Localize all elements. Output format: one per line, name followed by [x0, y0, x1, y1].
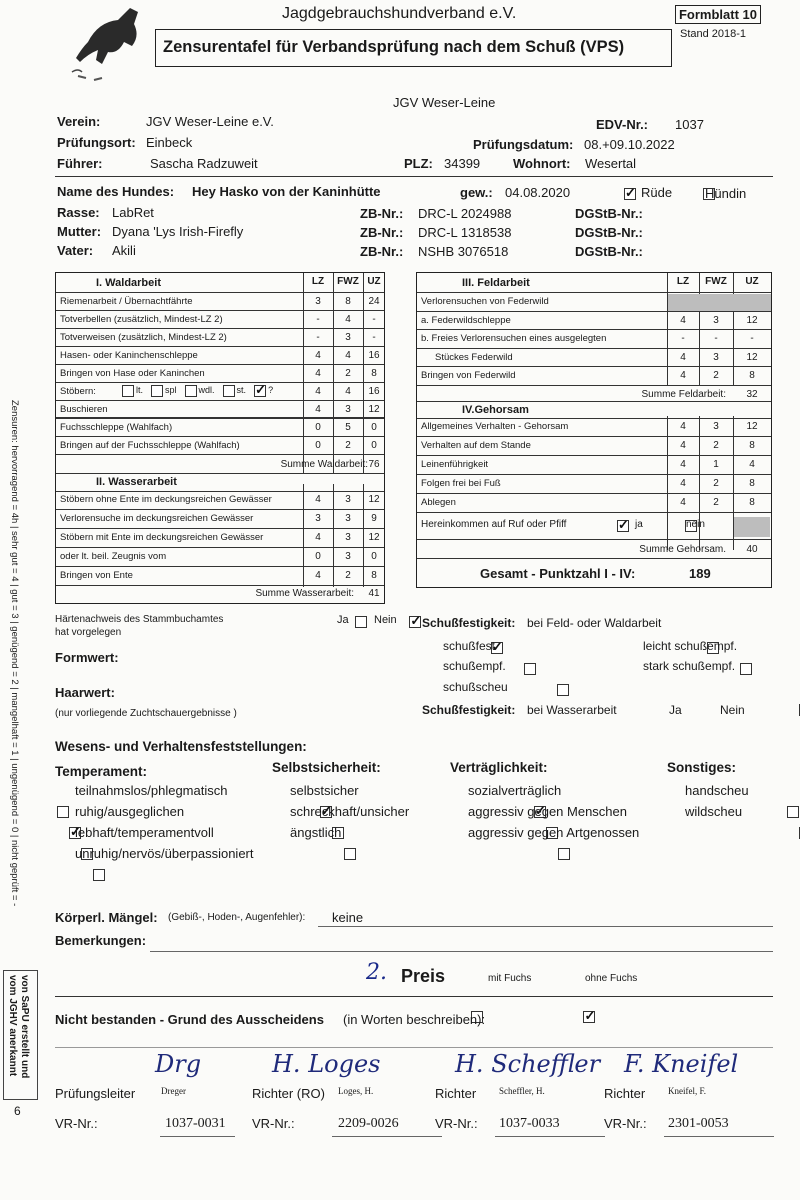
- feld-col-lz: LZ: [676, 276, 690, 287]
- wald-row: [56, 437, 384, 455]
- preis-label: Preis: [401, 966, 446, 986]
- schussempf-checkbox[interactable]: [524, 663, 536, 675]
- feld-row: [417, 293, 771, 312]
- haerte-ja-checkbox[interactable]: [355, 616, 367, 628]
- feld-row-label: a. Federwildschleppe: [421, 314, 511, 326]
- wald-row: [56, 347, 384, 365]
- wasser-cell-lz: 3: [315, 513, 321, 524]
- wald-row: [56, 311, 384, 329]
- judge-signature: Drg: [155, 1050, 202, 1078]
- wald-cell-fwz: 3: [345, 404, 351, 415]
- gehorsam-cell-uz: 8: [749, 478, 755, 489]
- feld-col-uz: UZ: [745, 276, 759, 287]
- wald-row: [56, 401, 384, 419]
- feld-row-label: Verlorensuchen von Federwild: [421, 296, 549, 307]
- temp-option-label: lebhaft/temperamentvoll: [75, 825, 214, 840]
- wald-cell-lz: -: [316, 332, 320, 343]
- schussempf-label: schußempf.: [443, 659, 506, 673]
- gehorsam-sum-value: 40: [746, 544, 758, 555]
- feld-cell-fwz: -: [714, 333, 718, 344]
- form-number: Formblatt 10: [675, 5, 761, 24]
- gehorsam-cell-lz: 4: [680, 478, 686, 489]
- haerte-nein-checkbox[interactable]: [409, 616, 421, 628]
- edv-label: EDV-Nr.:: [596, 117, 649, 132]
- wald-cell-lz: 4: [315, 350, 321, 361]
- stoebern-option-checkbox[interactable]: [254, 385, 266, 397]
- zb-label-3: ZB-Nr.:: [360, 244, 404, 259]
- gehorsam-row-label: Verhalten auf dem Stande: [421, 440, 531, 451]
- haerte-ja-label: Ja: [337, 614, 349, 626]
- wald-cell-fwz: 4: [345, 386, 351, 397]
- wasser-row: [56, 529, 384, 548]
- gehorsam-cell-lz: 4: [680, 497, 686, 508]
- gew-label: gew.:: [460, 185, 493, 200]
- wald-wasser-table: [55, 272, 385, 604]
- hereinkommen-ja-label: ja: [635, 519, 643, 530]
- koerper-label: Körperl. Mängel:: [55, 910, 158, 925]
- leicht-label: leicht schußempf.: [643, 639, 738, 653]
- stark-label: stark schußempf.: [643, 659, 736, 673]
- vr-value: 2301-0053: [668, 1116, 729, 1131]
- feld-sum-value: 32: [746, 389, 758, 400]
- gehorsam-gray-cell: [734, 517, 770, 537]
- mutter-label: Mutter:: [57, 224, 102, 239]
- dgstb-label-3: DGStB-Nr.:: [575, 244, 643, 259]
- wasser-row: [56, 491, 384, 510]
- nicht-sub: (in Worten beschreiben):: [343, 1012, 486, 1027]
- gehorsam-row: [417, 494, 771, 513]
- gehorsam-title: IV.Gehorsam: [462, 404, 529, 416]
- feld-cell-lz: 4: [680, 351, 686, 363]
- fuehrer-value: Sascha Radzuweit: [150, 156, 258, 171]
- vr-underline: [332, 1136, 442, 1137]
- gehorsam-cell-uz: 4: [749, 459, 755, 470]
- rasse-value: LabRet: [112, 205, 154, 220]
- wesen-title: Wesens- und Verhaltensfeststellungen:: [55, 739, 307, 754]
- gehorsam-row: [417, 456, 771, 475]
- vr-label: VR-Nr.:: [55, 1116, 98, 1131]
- wasser-cell-uz: 12: [368, 494, 380, 505]
- feld-cell-uz: 8: [749, 370, 755, 381]
- logo-dog-icon: [58, 2, 148, 90]
- wald-sum-value: 76: [368, 459, 380, 470]
- temp-option-label: ruhig/ausgeglichen: [75, 804, 185, 819]
- wasser-cell-lz: 4: [315, 532, 321, 543]
- rasse-label: Rasse:: [57, 205, 100, 220]
- wald-cell-fwz: 4: [345, 314, 351, 325]
- sonst-option-label: wildscheu: [685, 804, 743, 819]
- wasser-cell-uz: 8: [371, 570, 377, 581]
- stoebern-option-label: spl: [165, 385, 177, 396]
- gehorsam-cell-fwz: 1: [713, 459, 719, 470]
- feld-col-fwz: FWZ: [705, 276, 727, 287]
- gew-value: 04.08.2020: [505, 185, 571, 200]
- temp-title: Temperament:: [55, 764, 148, 779]
- legend-vertical: Zensuren: hervorragend = 4h | sehr gut = 4 | gut = 3 | genügend = 2 | mangelhaft = 1 | ungenügend = 0 | nicht geprüft = -: [9, 400, 20, 907]
- gehorsam-row: [417, 437, 771, 456]
- wald-row: [56, 329, 384, 347]
- temp-option-label: teilnahmslos/phlegmatisch: [75, 783, 228, 798]
- feld-cell-lz: 4: [680, 314, 686, 326]
- ohne-fuchs-label: ohne Fuchs: [585, 973, 638, 984]
- wasser-row: [56, 548, 384, 567]
- gehorsam-cell-fwz: 2: [713, 497, 719, 508]
- stoebern-option-label: lt.: [136, 385, 144, 396]
- stamp-line-1: von SaPU erstellt und: [19, 975, 30, 1079]
- wald-cell-fwz: 3: [345, 332, 351, 343]
- verein-value: JGV Weser-Leine e.V.: [146, 114, 274, 129]
- judge-name: Loges, H.: [338, 1086, 374, 1096]
- feld-row-label: b. Freies Verlorensuchen eines ausgelegten: [421, 333, 607, 344]
- plz-label: PLZ:: [404, 156, 433, 171]
- wald-row: [56, 419, 384, 437]
- form-title: Zensurentafel für Verbandsprüfung nach dem Schuß (VPS): [163, 38, 625, 56]
- judge-role: Prüfungsleiter: [55, 1086, 136, 1101]
- preis-number: 2.: [366, 960, 387, 985]
- divider-2: [55, 996, 773, 997]
- feld-title: III. Feldarbeit: [462, 277, 530, 289]
- mit-fuchs-label: mit Fuchs: [488, 973, 532, 984]
- feld-cell-lz: 4: [680, 370, 686, 381]
- wasser-cell-uz: 9: [371, 513, 377, 524]
- selbst-option-label: selbstsicher: [290, 783, 359, 798]
- wald-cell-fwz: 8: [345, 296, 351, 307]
- haarwert-label: Haarwert:: [55, 685, 115, 700]
- divider: [55, 176, 773, 177]
- wald-title: I. Waldarbeit: [96, 277, 161, 289]
- temp-option-checkbox[interactable]: [93, 869, 105, 881]
- wald-row-label: Stöbern:: [60, 386, 96, 397]
- selbst-title: Selbstsicherheit:: [272, 760, 381, 775]
- wald-cell-lz: -: [316, 314, 320, 325]
- wald-row: [56, 293, 384, 311]
- sonst-option-checkbox[interactable]: [787, 806, 799, 818]
- wohnort-label: Wohnort:: [513, 156, 571, 171]
- wasser-sum-label: Summe Wasserarbeit:: [255, 588, 354, 599]
- selbst-option-label: ängstlich: [290, 825, 342, 840]
- wald-cell-lz: 4: [315, 404, 321, 415]
- wald-sum-label: Summe Waldarbeit:: [280, 459, 368, 470]
- wald-cell-fwz: 5: [345, 422, 351, 433]
- feld-row: [417, 367, 771, 386]
- vater-value: Akili: [112, 243, 136, 258]
- wald-row-label: Hasen- oder Kaninchenschleppe: [60, 350, 198, 361]
- feld-sum-label: Summe Feldarbeit:: [641, 389, 726, 400]
- stamp-line-2: vom JGHV anerkannt: [7, 975, 18, 1077]
- wald-row-label: Bringen von Hase oder Kaninchen: [60, 368, 205, 379]
- wasser-row-label: Stöbern mit Ente im deckungsreichen Gewässer: [60, 532, 264, 543]
- wasser-cell-fwz: 3: [345, 513, 351, 524]
- gehorsam-cell-uz: 12: [746, 421, 758, 432]
- schuss-sub-1: bei Feld- oder Waldarbeit: [527, 616, 662, 630]
- wasser-cell-lz: 0: [315, 551, 321, 562]
- vertr-title: Verträglichkeit:: [450, 760, 548, 775]
- schussscheu-label: schußscheu: [443, 680, 508, 694]
- gehorsam-sum-label: Summe Gehorsam.: [639, 544, 726, 555]
- wald-cell-uz: 0: [371, 440, 377, 451]
- vater-label: Vater:: [57, 243, 94, 258]
- wasser-cell-fwz: 3: [345, 551, 351, 562]
- wasser-row-label: Bringen von Ente: [60, 570, 133, 581]
- vertr-option-label: aggressiv gegen Menschen: [468, 804, 627, 819]
- wasser-row: [56, 510, 384, 529]
- feld-cell-fwz: 3: [713, 351, 719, 363]
- feld-cell-lz: -: [681, 333, 685, 344]
- feld-gehorsam-table: [416, 272, 772, 588]
- zb-value-2: DRC-L 1318538: [418, 225, 512, 240]
- wasser-cell-uz: 0: [371, 551, 377, 562]
- dog-name-value: Hey Hasko von der Kaninhütte: [192, 184, 381, 199]
- gehorsam-cell-fwz: 2: [713, 478, 719, 489]
- feld-cell-fwz: 2: [713, 370, 719, 381]
- wasser-sum-value: 41: [368, 588, 380, 599]
- haarwert-note: (nur vorliegende Zuchtschauergebnisse ): [55, 708, 237, 719]
- gehorsam-row-label: Ablegen: [421, 497, 456, 508]
- zb-value-1: DRC-L 2024988: [418, 206, 512, 221]
- selbst-option-checkbox[interactable]: [344, 848, 356, 860]
- verein-label: Verein:: [57, 114, 101, 129]
- wald-col-fwz: FWZ: [337, 276, 359, 287]
- wald-col-uz: UZ: [367, 276, 381, 287]
- schussscheu-checkbox[interactable]: [557, 684, 569, 696]
- gehorsam-row-label: Leinenführigkeit: [421, 459, 489, 470]
- stoebern-option-checkbox[interactable]: [122, 385, 134, 397]
- vertr-option-label: sozialverträglich: [468, 783, 562, 798]
- wasser-cell-uz: 12: [368, 532, 380, 543]
- feld-cell-uz: 12: [746, 351, 758, 363]
- gehorsam-row: [417, 418, 771, 437]
- ort-label: Prüfungsort:: [57, 135, 136, 150]
- gesamt-label: Gesamt - Punktzahl I - IV:: [480, 566, 636, 581]
- datum-value: 08.+09.10.2022: [584, 137, 675, 152]
- vr-value: 2209-0026: [338, 1116, 399, 1131]
- feld-row: [417, 312, 771, 331]
- wasser-cell-fwz: 2: [345, 570, 351, 581]
- koerper-value: keine: [332, 910, 364, 925]
- judge-signature: H. Scheffler: [455, 1050, 601, 1078]
- ruede-checkbox[interactable]: [624, 188, 636, 200]
- schuss-label-1: Schußfestigkeit:: [422, 616, 516, 630]
- wasser-cell-fwz: 3: [345, 494, 351, 505]
- zb-label-1: ZB-Nr.:: [360, 206, 404, 221]
- wald-row-label: Totverweisen (zusätzlich, Mindest-LZ 2): [60, 332, 227, 343]
- wald-cell-lz: 4: [315, 386, 321, 397]
- wasser-row: [56, 567, 384, 586]
- judge-name: Scheffler, H.: [499, 1086, 545, 1096]
- ohne-fuchs-checkbox[interactable]: [583, 1011, 595, 1023]
- zb-label-2: ZB-Nr.:: [360, 225, 404, 240]
- gehorsam-cell-uz: 8: [749, 497, 755, 508]
- feld-cell-uz: -: [750, 333, 754, 344]
- wald-cell-lz: 0: [315, 422, 321, 433]
- schussfest-label: schußfest: [443, 639, 496, 653]
- feld-cell-uz: 12: [746, 314, 758, 326]
- feld-row-label: Stückes Federwild: [435, 351, 513, 363]
- wald-row-label: Bringen auf der Fuchsschleppe (Wahlfach): [60, 440, 240, 451]
- page-number: 6: [14, 1104, 21, 1118]
- wald-row-label: Totverbellen (zusätzlich, Mindest-LZ 2): [60, 314, 223, 325]
- mutter-value: Dyana 'Lys Irish-Firefly: [112, 224, 244, 239]
- club-center: JGV Weser-Leine: [393, 95, 496, 110]
- hereinkommen-label: Hereinkommen auf Ruf oder Pfiff: [421, 519, 567, 530]
- gehorsam-row-label: Allgemeines Verhalten - Gehorsam: [421, 421, 569, 432]
- gesamt-value: 189: [689, 566, 711, 581]
- ort-value: Einbeck: [146, 135, 193, 150]
- wasser-cell-lz: 4: [315, 494, 321, 505]
- zb-value-3: NSHB 3076518: [418, 244, 509, 259]
- judge-name: Dreger: [161, 1086, 186, 1096]
- wald-cell-uz: 16: [368, 386, 380, 397]
- schuss-label-2: Schußfestigkeit:: [422, 703, 516, 717]
- judge-role: Richter (RO): [252, 1086, 325, 1101]
- gehorsam-cell-lz: 4: [680, 459, 686, 470]
- bemerk-label: Bemerkungen:: [55, 933, 147, 948]
- formwert-label: Formwert:: [55, 650, 119, 665]
- hereinkommen-nein-label: nein: [686, 519, 705, 530]
- wald-cell-fwz: 4: [345, 350, 351, 361]
- feld-row: [417, 330, 771, 349]
- haerte-label-2: hat vorgelegen: [55, 627, 122, 638]
- stoebern-option-checkbox[interactable]: [151, 385, 163, 397]
- wald-cell-uz: 12: [368, 404, 380, 415]
- stark-checkbox[interactable]: [740, 663, 752, 675]
- stoebern-option-checkbox[interactable]: [223, 385, 235, 397]
- wald-col-lz: LZ: [311, 276, 325, 287]
- feld-row-label: Bringen von Federwild: [421, 370, 516, 381]
- vr-value: 1037-0031: [165, 1116, 226, 1131]
- wald-cell-uz: -: [372, 314, 376, 325]
- edv-value: 1037: [675, 117, 704, 132]
- wald-cell-fwz: 2: [345, 440, 351, 451]
- stoebern-option-label: ?: [268, 385, 274, 396]
- org-name: Jagdgebrauchshundverband e.V.: [282, 5, 517, 22]
- plz-value: 34399: [444, 156, 481, 171]
- vr-label: VR-Nr.:: [435, 1116, 478, 1131]
- wald-row-label: Riemenarbeit / Übernachtfährte: [60, 296, 193, 307]
- form-stand: Stand 2018-1: [680, 28, 747, 40]
- feld-cell-fwz: 3: [713, 314, 719, 326]
- wasser-row-label: oder lt. beil. Zeugnis vom: [60, 551, 167, 562]
- sonst-option-label: handscheu: [685, 783, 749, 798]
- vertr-option-label: aggressiv gegen Artgenossen: [468, 825, 640, 840]
- huendin-label: Hündin: [705, 186, 747, 201]
- wasser-row-label: Stöbern ohne Ente im deckungsreichen Gewässer: [60, 494, 272, 505]
- fuehrer-label: Führer:: [57, 156, 103, 171]
- vr-underline: [495, 1136, 605, 1137]
- nicht-label: Nicht bestanden - Grund des Ausscheidens: [55, 1012, 324, 1027]
- vertr-option-checkbox[interactable]: [558, 848, 570, 860]
- wald-cell-uz: 0: [371, 422, 377, 433]
- temp-option-checkbox[interactable]: [57, 806, 69, 818]
- wald-row-label: Fuchsschleppe (Wahlfach): [60, 422, 173, 433]
- judge-role: Richter: [604, 1086, 646, 1101]
- wald-cell-uz: 16: [368, 350, 380, 361]
- wasser-row-label: Verlorensuche im deckungsreichen Gewässer: [60, 513, 254, 524]
- judge-name: Kneifel, F.: [668, 1086, 707, 1096]
- wald-cell-uz: 8: [371, 368, 377, 379]
- gehorsam-cell-fwz: 3: [713, 421, 719, 432]
- sonst-title: Sonstiges:: [667, 760, 737, 775]
- wasser-ja-label: Ja: [669, 703, 682, 717]
- ruede-label: Rüde: [641, 185, 673, 200]
- wald-row-label: Buschieren: [60, 404, 108, 415]
- vr-value: 1037-0033: [499, 1116, 560, 1131]
- stoebern-option-label: st.: [236, 385, 247, 396]
- wald-cell-uz: 24: [368, 296, 380, 307]
- wasser-nein-label: Nein: [720, 703, 745, 717]
- gehorsam-row-label: Folgen frei bei Fuß: [421, 478, 501, 489]
- wasser-cell-lz: 4: [315, 570, 321, 581]
- haerte-nein-label: Nein: [374, 614, 397, 626]
- gehorsam-cell-uz: 8: [749, 440, 755, 451]
- koerper-sub: (Gebiß-, Hoden-, Augenfehler):: [168, 912, 306, 923]
- gehorsam-row: [417, 475, 771, 494]
- gehorsam-cell-fwz: 2: [713, 440, 719, 451]
- wald-row: [56, 365, 384, 383]
- vr-underline: [664, 1136, 774, 1137]
- judge-signature: H. Loges: [272, 1050, 381, 1078]
- dgstb-label-2: DGStB-Nr.:: [575, 225, 643, 240]
- wald-cell-fwz: 2: [345, 368, 351, 379]
- hereinkommen-ja-checkbox[interactable]: [617, 520, 629, 532]
- gehorsam-cell-lz: 4: [680, 421, 686, 432]
- wald-cell-uz: -: [372, 332, 376, 343]
- wald-cell-lz: 3: [315, 296, 321, 307]
- temp-option-label: unruhig/nervös/überpassioniert: [75, 846, 254, 861]
- judge-role: Richter: [435, 1086, 477, 1101]
- vr-label: VR-Nr.:: [252, 1116, 295, 1131]
- vr-label: VR-Nr.:: [604, 1116, 647, 1131]
- haerte-label: Härtenachweis des Stammbuchamtes: [55, 614, 224, 625]
- dgstb-label-1: DGStB-Nr.:: [575, 206, 643, 221]
- wasser-title: II. Wasserarbeit: [96, 476, 177, 488]
- gehorsam-cell-lz: 4: [680, 440, 686, 451]
- schuss-sub-2: bei Wasserarbeit: [527, 703, 617, 717]
- wohnort-value: Wesertal: [585, 156, 637, 171]
- wald-cell-lz: 0: [315, 440, 321, 451]
- vr-underline: [160, 1136, 235, 1137]
- stoebern-option-label: wdl.: [198, 385, 215, 396]
- feld-row: [417, 349, 771, 368]
- selbst-option-label: schreckhaft/unsicher: [290, 804, 410, 819]
- stoebern-option-checkbox[interactable]: [185, 385, 197, 397]
- dog-name-label: Name des Hundes:: [57, 184, 175, 199]
- wald-cell-lz: 4: [315, 368, 321, 379]
- wald-row: [56, 383, 384, 401]
- wasser-cell-fwz: 3: [345, 532, 351, 543]
- judge-signature: F. Kneifel: [624, 1050, 739, 1078]
- datum-label: Prüfungsdatum:: [473, 137, 574, 152]
